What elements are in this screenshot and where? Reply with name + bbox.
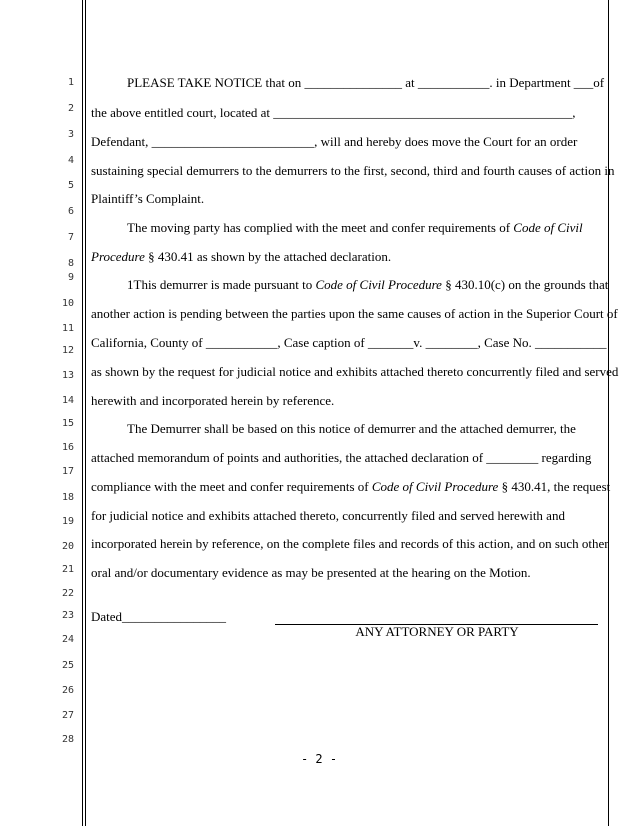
page-number: - 2 -	[300, 752, 338, 766]
body-line: as shown by the request for judicial notice and exhibits attached thereto concurrently filed and served	[91, 364, 619, 379]
body-line: compliance with the meet and confer requirements of Code of Civil Procedure § 430.41, the request	[91, 479, 611, 494]
margin-rule-left-inner	[85, 0, 86, 826]
body-line: attached memorandum of points and authorities, the attached declaration of ________ regarding	[91, 450, 592, 465]
line-number: 5	[67, 180, 74, 191]
line-number: 12	[61, 345, 74, 356]
line-number: 9	[67, 272, 74, 283]
body-line: The moving party has complied with the meet and confer requirements of Code of Civil	[127, 220, 583, 235]
line-number: 2	[67, 103, 74, 114]
body-line: herewith and incorporated herein by reference.	[91, 393, 335, 408]
line-number: 25	[61, 660, 74, 671]
line-number: 26	[61, 685, 74, 696]
line-number: 24	[61, 634, 74, 645]
body-line: The Demurrer shall be based on this notice of demurrer and the attached demurrer, the	[127, 421, 576, 436]
body-line: California, County of ___________, Case caption of _______v. ________, Case No. ___________	[91, 335, 607, 350]
line-number: 3	[67, 129, 74, 140]
line-number: 1	[67, 77, 74, 88]
line-number: 28	[61, 734, 74, 745]
body-line: Plaintiff’s Complaint.	[91, 191, 205, 206]
line-number: 8	[67, 258, 74, 269]
line-number: 14	[61, 395, 74, 406]
line-number: 10	[61, 298, 74, 309]
body-line: sustaining special demurrers to the demurrers to the first, second, third and fourth causes of action in	[91, 163, 615, 178]
margin-rule-left-outer	[82, 0, 83, 826]
body-line: 1This demurrer is made pursuant to Code of Civil Procedure § 430.10(c) on the grounds that	[127, 277, 609, 292]
line-number: 21	[61, 564, 74, 575]
body-line: the above entitled court, located at ______________________________________________,	[91, 105, 576, 120]
line-number: 18	[61, 492, 74, 503]
body-line: oral and/or documentary evidence as may be presented at the hearing on the Motion.	[91, 565, 531, 580]
line-number: 15	[61, 418, 74, 429]
body-line: PLEASE TAKE NOTICE that on _______________ at ___________. in Department ___of	[127, 75, 605, 90]
body-line: Procedure § 430.41 as shown by the attached declaration.	[91, 249, 392, 264]
body-line: another action is pending between the parties upon the same causes of action in the Superior Court of	[91, 306, 618, 321]
line-number: 16	[61, 442, 74, 453]
line-number: 4	[67, 155, 74, 166]
line-number: 23	[61, 610, 74, 621]
line-number: 6	[67, 206, 74, 217]
line-number: 27	[61, 710, 74, 721]
line-number: 17	[61, 466, 74, 477]
body-line: incorporated herein by reference, on the complete files and records of this action, and on such other	[91, 536, 609, 551]
line-number: 20	[61, 541, 74, 552]
line-number: 22	[61, 588, 74, 599]
signature-label: ANY ATTORNEY OR PARTY	[355, 624, 519, 639]
line-number: 11	[61, 323, 74, 334]
line-number: 13	[61, 370, 74, 381]
line-number: 19	[61, 516, 74, 527]
line-number: 7	[67, 232, 74, 243]
margin-rule-right	[608, 0, 609, 826]
body-line: for judicial notice and exhibits attached thereto, concurrently filed and served herewith and	[91, 508, 565, 523]
body-line: Defendant, _________________________, will and hereby does move the Court for an order	[91, 134, 578, 149]
dated-line: Dated________________	[91, 609, 227, 624]
